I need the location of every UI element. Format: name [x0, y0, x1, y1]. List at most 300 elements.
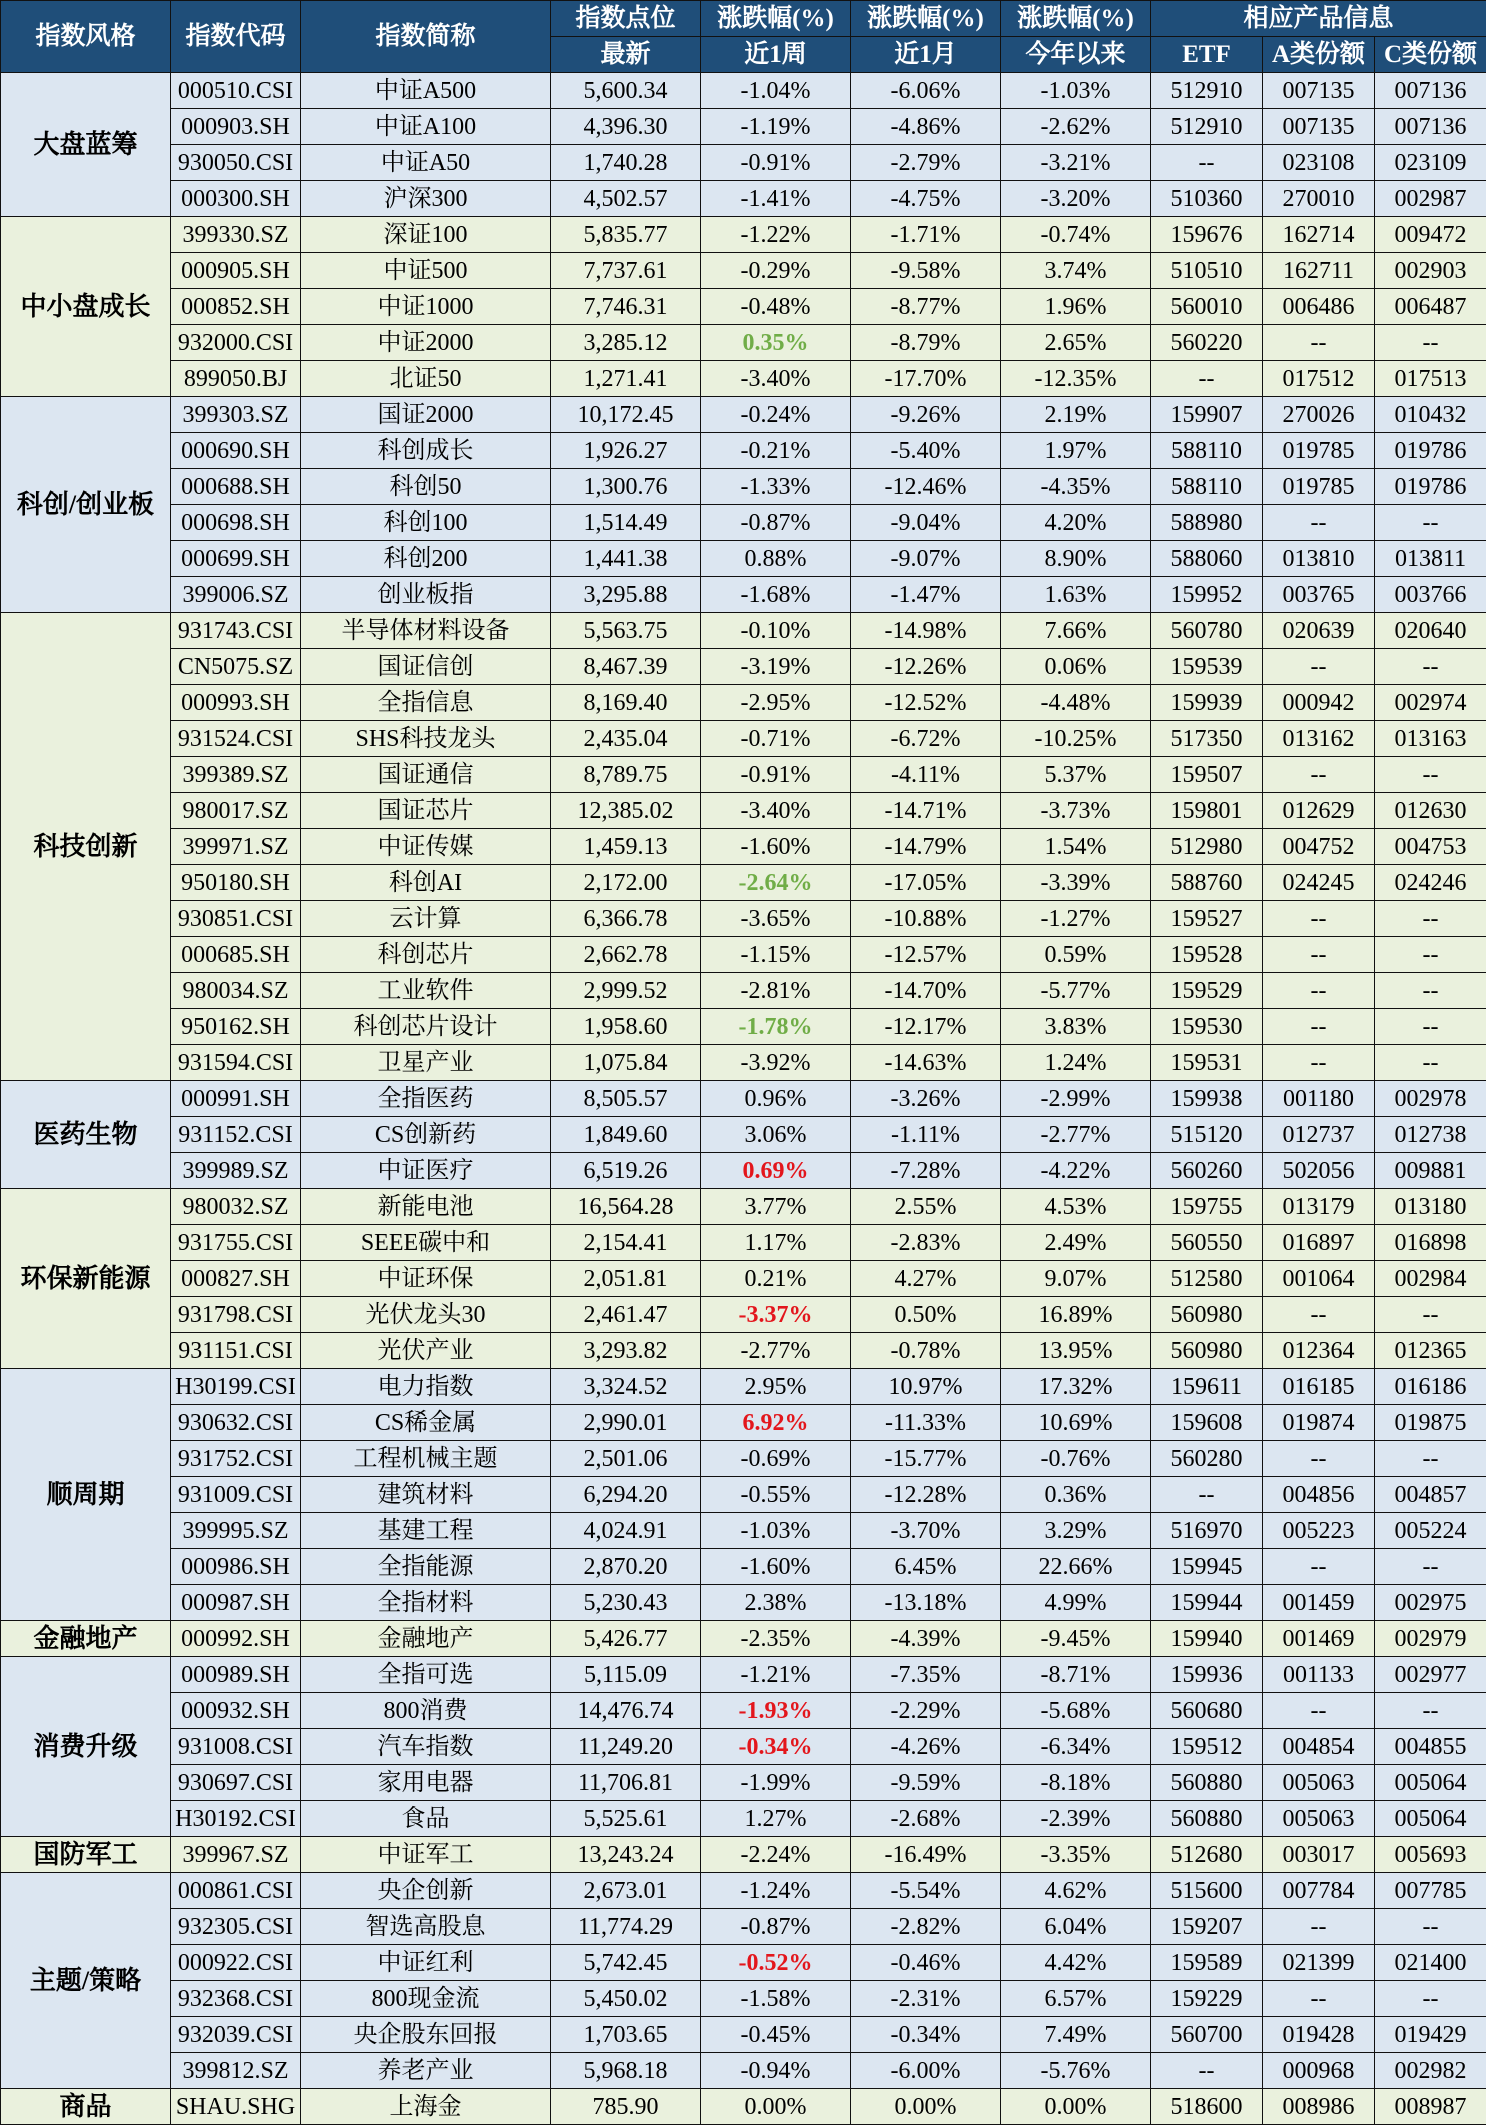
- etf-code: 515120: [1151, 1117, 1263, 1153]
- index-points: 5,426.77: [551, 1621, 701, 1657]
- table-row: [1, 541, 1486, 577]
- table-row: [1, 1585, 1486, 1621]
- table-row: [1, 1009, 1486, 1045]
- a-share-code: 004856: [1263, 1477, 1375, 1513]
- index-name: 工程机械主题: [301, 1441, 551, 1477]
- etf-code: 512680: [1151, 1837, 1263, 1873]
- index-name: 全指信息: [301, 685, 551, 721]
- change-month: -10.88%: [851, 901, 1001, 937]
- change-week: 0.69%: [701, 1153, 851, 1189]
- index-code: 930050.CSI: [171, 145, 301, 181]
- change-month: 0.00%: [851, 2089, 1001, 2125]
- index-points: 5,450.02: [551, 1981, 701, 2017]
- change-week: 1.17%: [701, 1225, 851, 1261]
- table-row: [1, 1369, 1486, 1405]
- etf-code: 512910: [1151, 73, 1263, 109]
- index-code: 000827.SH: [171, 1261, 301, 1297]
- etf-code: 560280: [1151, 1441, 1263, 1477]
- table-row: [1, 145, 1486, 181]
- c-share-code: 019429: [1375, 2017, 1486, 2053]
- header-name: 指数简称: [301, 1, 551, 73]
- c-share-code: --: [1375, 1909, 1486, 1945]
- table-row: [1, 1801, 1486, 1837]
- c-share-code: --: [1375, 1297, 1486, 1333]
- change-ytd: 0.36%: [1001, 1477, 1151, 1513]
- table-body: [1, 73, 1486, 2125]
- c-share-code: --: [1375, 1009, 1486, 1045]
- a-share-code: 019874: [1263, 1405, 1375, 1441]
- table-row: [1, 1117, 1486, 1153]
- change-ytd: -3.73%: [1001, 793, 1151, 829]
- change-ytd: -8.18%: [1001, 1765, 1151, 1801]
- change-week: -0.55%: [701, 1477, 851, 1513]
- table-row: [1, 1081, 1486, 1117]
- index-points: 8,467.39: [551, 649, 701, 685]
- index-code: 932305.CSI: [171, 1909, 301, 1945]
- etf-code: --: [1151, 2053, 1263, 2089]
- a-share-code: 270026: [1263, 397, 1375, 433]
- index-name: 中证A100: [301, 109, 551, 145]
- change-week: -2.24%: [701, 1837, 851, 1873]
- change-month: -1.47%: [851, 577, 1001, 613]
- change-month: -12.57%: [851, 937, 1001, 973]
- index-name: 800现金流: [301, 1981, 551, 2017]
- etf-code: 159512: [1151, 1729, 1263, 1765]
- group-label: 金融地产: [1, 1621, 171, 1657]
- index-name: 家用电器: [301, 1765, 551, 1801]
- etf-code: 588110: [1151, 469, 1263, 505]
- index-points: 2,154.41: [551, 1225, 701, 1261]
- a-share-code: --: [1263, 1549, 1375, 1585]
- c-share-code: 002978: [1375, 1081, 1486, 1117]
- change-week: 0.00%: [701, 2089, 851, 2125]
- index-name: 中证医疗: [301, 1153, 551, 1189]
- change-month: -4.86%: [851, 109, 1001, 145]
- change-week: -1.33%: [701, 469, 851, 505]
- c-share-code: 006487: [1375, 289, 1486, 325]
- change-ytd: -0.76%: [1001, 1441, 1151, 1477]
- change-week: -2.64%: [701, 865, 851, 901]
- index-name: 智选高股息: [301, 1909, 551, 1945]
- change-month: -5.54%: [851, 1873, 1001, 1909]
- index-name: 科创芯片: [301, 937, 551, 973]
- index-name: 食品: [301, 1801, 551, 1837]
- change-ytd: 3.29%: [1001, 1513, 1151, 1549]
- group-label: 科创/创业板: [1, 397, 171, 613]
- change-month: -0.34%: [851, 2017, 1001, 2053]
- change-month: -12.17%: [851, 1009, 1001, 1045]
- index-points: 16,564.28: [551, 1189, 701, 1225]
- c-share-code: --: [1375, 757, 1486, 793]
- index-points: 10,172.45: [551, 397, 701, 433]
- a-share-code: 003017: [1263, 1837, 1375, 1873]
- a-share-code: 162714: [1263, 217, 1375, 253]
- change-ytd: 3.74%: [1001, 253, 1151, 289]
- index-code: 932368.CSI: [171, 1981, 301, 2017]
- group-label: 环保新能源: [1, 1189, 171, 1369]
- index-name: 科创AI: [301, 865, 551, 901]
- a-share-code: --: [1263, 973, 1375, 1009]
- change-month: -4.26%: [851, 1729, 1001, 1765]
- index-points: 11,774.29: [551, 1909, 701, 1945]
- change-ytd: 9.07%: [1001, 1261, 1151, 1297]
- index-points: 5,115.09: [551, 1657, 701, 1693]
- c-share-code: --: [1375, 973, 1486, 1009]
- table-row: [1, 1945, 1486, 1981]
- change-week: 1.27%: [701, 1801, 851, 1837]
- change-ytd: 17.32%: [1001, 1369, 1151, 1405]
- c-share-code: --: [1375, 1981, 1486, 2017]
- etf-code: 512910: [1151, 109, 1263, 145]
- index-name: 中证A50: [301, 145, 551, 181]
- a-share-code: 162711: [1263, 253, 1375, 289]
- index-points: 5,525.61: [551, 1801, 701, 1837]
- a-share-code: 502056: [1263, 1153, 1375, 1189]
- c-share-code: 002987: [1375, 181, 1486, 217]
- table-row: [1, 1297, 1486, 1333]
- index-name: 中证500: [301, 253, 551, 289]
- index-name: 800消费: [301, 1693, 551, 1729]
- etf-code: 512980: [1151, 829, 1263, 865]
- etf-code: 515600: [1151, 1873, 1263, 1909]
- a-share-code: 001180: [1263, 1081, 1375, 1117]
- a-share-code: 019785: [1263, 433, 1375, 469]
- a-share-code: 003765: [1263, 577, 1375, 613]
- change-week: -0.21%: [701, 433, 851, 469]
- change-month: -0.46%: [851, 1945, 1001, 1981]
- a-share-code: 006486: [1263, 289, 1375, 325]
- c-share-code: 002977: [1375, 1657, 1486, 1693]
- a-share-code: 024245: [1263, 865, 1375, 901]
- a-share-code: 007135: [1263, 73, 1375, 109]
- c-share-code: 002982: [1375, 2053, 1486, 2089]
- change-ytd: 4.42%: [1001, 1945, 1151, 1981]
- index-code: 399812.SZ: [171, 2053, 301, 2089]
- c-share-code: 013180: [1375, 1189, 1486, 1225]
- index-name: 半导体材料设备: [301, 613, 551, 649]
- c-share-code: 021400: [1375, 1945, 1486, 1981]
- change-month: -7.35%: [851, 1657, 1001, 1693]
- etf-code: 512580: [1151, 1261, 1263, 1297]
- change-month: 0.50%: [851, 1297, 1001, 1333]
- change-ytd: 10.69%: [1001, 1405, 1151, 1441]
- change-ytd: 1.63%: [1001, 577, 1151, 613]
- c-share-code: 003766: [1375, 577, 1486, 613]
- table-row: [1, 217, 1486, 253]
- group-label: 消费升级: [1, 1657, 171, 1837]
- change-week: -2.35%: [701, 1621, 851, 1657]
- table-row: [1, 1693, 1486, 1729]
- index-code: 932039.CSI: [171, 2017, 301, 2053]
- table-row: [1, 1909, 1486, 1945]
- index-points: 1,514.49: [551, 505, 701, 541]
- etf-code: 517350: [1151, 721, 1263, 757]
- index-code: 000932.SH: [171, 1693, 301, 1729]
- c-share-code: --: [1375, 1693, 1486, 1729]
- index-code: 931009.CSI: [171, 1477, 301, 1513]
- index-name: 中证传媒: [301, 829, 551, 865]
- change-week: -1.68%: [701, 577, 851, 613]
- change-week: -1.93%: [701, 1693, 851, 1729]
- index-points: 2,673.01: [551, 1873, 701, 1909]
- a-share-code: 013179: [1263, 1189, 1375, 1225]
- index-code: 899050.BJ: [171, 361, 301, 397]
- index-points: 2,990.01: [551, 1405, 701, 1441]
- change-month: -9.04%: [851, 505, 1001, 541]
- index-name: 央企创新: [301, 1873, 551, 1909]
- index-name: 中证红利: [301, 1945, 551, 1981]
- index-code: 931798.CSI: [171, 1297, 301, 1333]
- change-month: -2.29%: [851, 1693, 1001, 1729]
- index-name: 建筑材料: [301, 1477, 551, 1513]
- index-code: 931755.CSI: [171, 1225, 301, 1261]
- change-month: -2.68%: [851, 1801, 1001, 1837]
- index-name: 光伏产业: [301, 1333, 551, 1369]
- index-points: 1,740.28: [551, 145, 701, 181]
- table-row: [1, 1261, 1486, 1297]
- header-points: 指数点位: [551, 1, 701, 37]
- table-row: [1, 2089, 1486, 2125]
- change-week: -1.22%: [701, 217, 851, 253]
- change-week: 3.06%: [701, 1117, 851, 1153]
- index-name: 中证2000: [301, 325, 551, 361]
- c-share-code: 009881: [1375, 1153, 1486, 1189]
- change-month: -14.79%: [851, 829, 1001, 865]
- etf-code: 159755: [1151, 1189, 1263, 1225]
- change-week: 2.95%: [701, 1369, 851, 1405]
- c-share-code: 002975: [1375, 1585, 1486, 1621]
- index-name: 中证1000: [301, 289, 551, 325]
- index-code: 931151.CSI: [171, 1333, 301, 1369]
- index-name: 养老产业: [301, 2053, 551, 2089]
- etf-code: 159608: [1151, 1405, 1263, 1441]
- change-ytd: -5.68%: [1001, 1693, 1151, 1729]
- index-code: 000992.SH: [171, 1621, 301, 1657]
- table-row: [1, 505, 1486, 541]
- index-name: 光伏龙头30: [301, 1297, 551, 1333]
- index-points: 8,169.40: [551, 685, 701, 721]
- table-row: [1, 973, 1486, 1009]
- change-ytd: -5.77%: [1001, 973, 1151, 1009]
- change-ytd: -4.48%: [1001, 685, 1151, 721]
- index-points: 1,849.60: [551, 1117, 701, 1153]
- change-week: -0.94%: [701, 2053, 851, 2089]
- a-share-code: 007784: [1263, 1873, 1375, 1909]
- etf-code: 159801: [1151, 793, 1263, 829]
- c-share-code: 010432: [1375, 397, 1486, 433]
- change-week: 0.35%: [701, 325, 851, 361]
- index-code: 930851.CSI: [171, 901, 301, 937]
- index-name: 创业板指: [301, 577, 551, 613]
- a-share-code: --: [1263, 901, 1375, 937]
- c-share-code: 012365: [1375, 1333, 1486, 1369]
- change-week: -1.03%: [701, 1513, 851, 1549]
- a-share-code: 000968: [1263, 2053, 1375, 2089]
- change-week: -1.15%: [701, 937, 851, 973]
- etf-code: 560980: [1151, 1333, 1263, 1369]
- index-points: 1,441.38: [551, 541, 701, 577]
- change-ytd: -5.76%: [1001, 2053, 1151, 2089]
- index-points: 2,172.00: [551, 865, 701, 901]
- change-week: -0.48%: [701, 289, 851, 325]
- group-label: 科技创新: [1, 613, 171, 1081]
- etf-code: 159938: [1151, 1081, 1263, 1117]
- table-row: [1, 289, 1486, 325]
- change-week: -3.65%: [701, 901, 851, 937]
- index-points: 4,502.57: [551, 181, 701, 217]
- index-points: 2,662.78: [551, 937, 701, 973]
- change-week: -0.71%: [701, 721, 851, 757]
- change-month: -0.78%: [851, 1333, 1001, 1369]
- index-points: 5,600.34: [551, 73, 701, 109]
- change-ytd: 1.54%: [1001, 829, 1151, 865]
- change-week: 0.88%: [701, 541, 851, 577]
- c-share-code: --: [1375, 649, 1486, 685]
- a-share-code: --: [1263, 1045, 1375, 1081]
- table-row: [1, 2017, 1486, 2053]
- change-month: -2.31%: [851, 1981, 1001, 2017]
- index-code: 950180.SH: [171, 865, 301, 901]
- change-week: 6.92%: [701, 1405, 851, 1441]
- table-row: [1, 685, 1486, 721]
- change-ytd: 8.90%: [1001, 541, 1151, 577]
- index-points: 8,505.57: [551, 1081, 701, 1117]
- index-points: 1,958.60: [551, 1009, 701, 1045]
- a-share-code: 000942: [1263, 685, 1375, 721]
- index-points: 1,926.27: [551, 433, 701, 469]
- etf-code: 510510: [1151, 253, 1263, 289]
- subheader-a-share: A类份额: [1263, 37, 1375, 73]
- change-ytd: -12.35%: [1001, 361, 1151, 397]
- etf-code: 560780: [1151, 613, 1263, 649]
- change-month: -11.33%: [851, 1405, 1001, 1441]
- header-product-info: 相应产品信息: [1151, 1, 1486, 37]
- change-week: 0.21%: [701, 1261, 851, 1297]
- etf-code: 159507: [1151, 757, 1263, 793]
- change-month: 6.45%: [851, 1549, 1001, 1585]
- change-ytd: -10.25%: [1001, 721, 1151, 757]
- change-month: -9.59%: [851, 1765, 1001, 1801]
- header-change-ytd: 涨跌幅(%): [1001, 1, 1151, 37]
- index-code: CN5075.SZ: [171, 649, 301, 685]
- index-code: SHAU.SHG: [171, 2089, 301, 2125]
- etf-code: --: [1151, 1477, 1263, 1513]
- table-row: [1, 433, 1486, 469]
- index-name: 卫星产业: [301, 1045, 551, 1081]
- etf-code: 516970: [1151, 1513, 1263, 1549]
- index-points: 5,230.43: [551, 1585, 701, 1621]
- a-share-code: --: [1263, 1441, 1375, 1477]
- index-points: 5,968.18: [551, 2053, 701, 2089]
- change-week: -1.60%: [701, 1549, 851, 1585]
- change-week: -0.29%: [701, 253, 851, 289]
- change-ytd: 2.65%: [1001, 325, 1151, 361]
- change-month: -6.72%: [851, 721, 1001, 757]
- table-row: [1, 1225, 1486, 1261]
- index-code: 931752.CSI: [171, 1441, 301, 1477]
- index-code: 399967.SZ: [171, 1837, 301, 1873]
- change-month: -2.82%: [851, 1909, 1001, 1945]
- etf-code: 159944: [1151, 1585, 1263, 1621]
- change-month: -17.70%: [851, 361, 1001, 397]
- change-ytd: 1.24%: [1001, 1045, 1151, 1081]
- index-points: 5,835.77: [551, 217, 701, 253]
- a-share-code: --: [1263, 1909, 1375, 1945]
- change-month: -14.98%: [851, 613, 1001, 649]
- a-share-code: --: [1263, 325, 1375, 361]
- change-month: -14.63%: [851, 1045, 1001, 1081]
- index-code: 000922.CSI: [171, 1945, 301, 1981]
- index-points: 4,024.91: [551, 1513, 701, 1549]
- index-points: 1,703.65: [551, 2017, 701, 2053]
- index-code: 000986.SH: [171, 1549, 301, 1585]
- index-points: 4,396.30: [551, 109, 701, 145]
- etf-code: 159940: [1151, 1621, 1263, 1657]
- table-row: [1, 361, 1486, 397]
- c-share-code: 013811: [1375, 541, 1486, 577]
- change-month: -2.83%: [851, 1225, 1001, 1261]
- etf-code: 159539: [1151, 649, 1263, 685]
- group-label: 顺周期: [1, 1369, 171, 1621]
- change-week: -0.91%: [701, 145, 851, 181]
- etf-code: 159936: [1151, 1657, 1263, 1693]
- change-ytd: -1.27%: [1001, 901, 1151, 937]
- index-name: 国证芯片: [301, 793, 551, 829]
- c-share-code: --: [1375, 901, 1486, 937]
- change-ytd: 1.97%: [1001, 433, 1151, 469]
- change-ytd: 3.83%: [1001, 1009, 1151, 1045]
- etf-code: 588110: [1151, 433, 1263, 469]
- change-month: -9.26%: [851, 397, 1001, 433]
- change-week: -1.19%: [701, 109, 851, 145]
- etf-code: 560980: [1151, 1297, 1263, 1333]
- change-week: -3.92%: [701, 1045, 851, 1081]
- change-ytd: -2.39%: [1001, 1801, 1151, 1837]
- change-week: -0.87%: [701, 1909, 851, 1945]
- a-share-code: 012629: [1263, 793, 1375, 829]
- change-month: 4.27%: [851, 1261, 1001, 1297]
- change-ytd: 4.62%: [1001, 1873, 1151, 1909]
- table-row: [1, 73, 1486, 109]
- subheader-etf: ETF: [1151, 37, 1263, 73]
- table-row: [1, 181, 1486, 217]
- index-name: 中证军工: [301, 1837, 551, 1873]
- change-ytd: -1.03%: [1001, 73, 1151, 109]
- change-ytd: 2.19%: [1001, 397, 1151, 433]
- change-ytd: 22.66%: [1001, 1549, 1151, 1585]
- index-name: 央企股东回报: [301, 2017, 551, 2053]
- c-share-code: 004855: [1375, 1729, 1486, 1765]
- change-week: -1.78%: [701, 1009, 851, 1045]
- change-month: -6.00%: [851, 2053, 1001, 2089]
- index-points: 7,746.31: [551, 289, 701, 325]
- etf-code: 159589: [1151, 1945, 1263, 1981]
- index-name: 中证A500: [301, 73, 551, 109]
- change-ytd: 0.59%: [1001, 937, 1151, 973]
- change-month: -4.11%: [851, 757, 1001, 793]
- change-week: -1.04%: [701, 73, 851, 109]
- etf-code: 159530: [1151, 1009, 1263, 1045]
- table-row: [1, 1729, 1486, 1765]
- a-share-code: 017512: [1263, 361, 1375, 397]
- etf-code: 159229: [1151, 1981, 1263, 2017]
- index-name: 科创200: [301, 541, 551, 577]
- index-points: 11,706.81: [551, 1765, 701, 1801]
- a-share-code: --: [1263, 505, 1375, 541]
- a-share-code: 023108: [1263, 145, 1375, 181]
- a-share-code: --: [1263, 1693, 1375, 1729]
- table-row: [1, 2053, 1486, 2089]
